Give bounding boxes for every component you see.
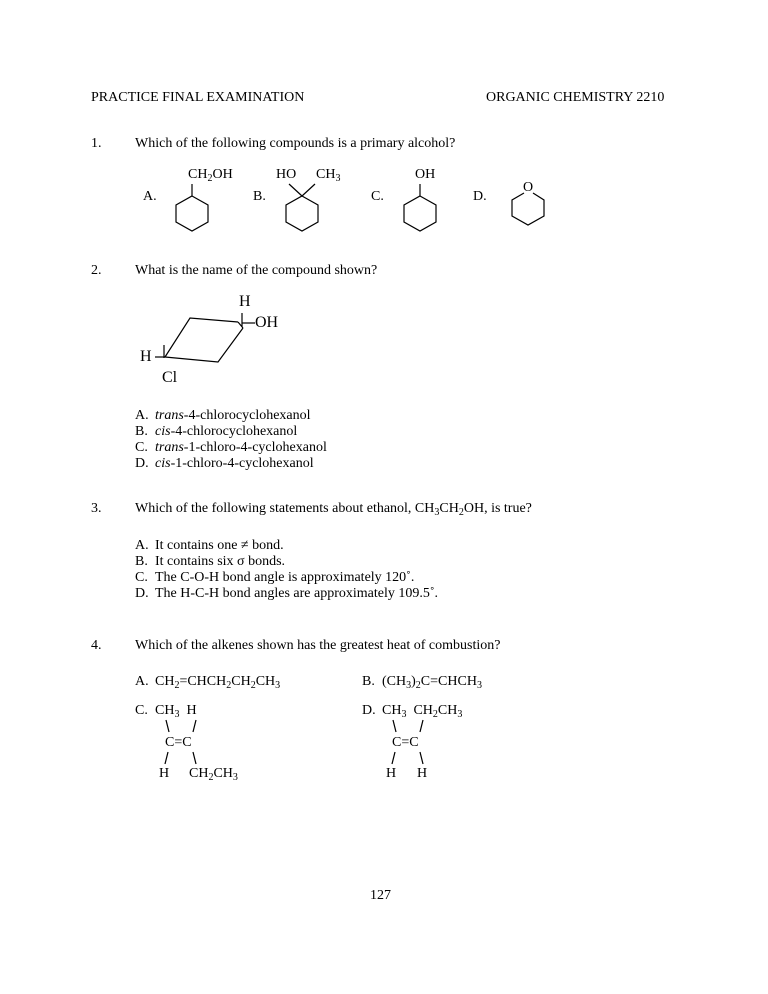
q1-structure-b [280, 182, 330, 232]
q2-answer-c: C. trans-1-chloro-4-cyclohexanol [135, 440, 327, 455]
q2-oh: OH [255, 314, 279, 331]
q4-option-c-bonds [160, 718, 210, 768]
q1-option-c-letter: C. [371, 189, 384, 204]
q3-answer-a: A. It contains one ≠ bond. [135, 538, 284, 553]
q4-option-d-bottom-right: H [417, 766, 428, 781]
q1-option-b-label-ho: HO [276, 167, 297, 182]
q2-answer-d: D. cis-1-chloro-4-cyclohexanol [135, 456, 314, 471]
q2-top-h: H [239, 293, 251, 310]
q1-option-d-letter: D. [473, 189, 487, 204]
q4-number: 4. [91, 638, 102, 653]
q4-option-c-bottom-left: H [159, 766, 170, 781]
q2-left-h: H [140, 348, 152, 365]
q4-option-d-bottom-left: H [386, 766, 397, 781]
q2-text: What is the name of the compound shown? [135, 263, 378, 278]
q3-text: Which of the following statements about ethanol, $CH_3CH_2OH$, is true? [135, 501, 532, 518]
q2-chair-structure [150, 305, 260, 375]
q3-answer-c: C. The C-O-H bond angle is approximately 120˚. [135, 570, 415, 585]
q1-option-c-label: OH [415, 167, 436, 182]
q1-option-d-oxygen: O [523, 180, 534, 195]
q2-answer-b: B. cis-4-chlorocyclohexanol [135, 424, 298, 439]
q2-answer-a: A. trans-4-chlorocyclohexanol [135, 408, 311, 423]
q4-option-d-top: D. $CH_3$ $CH_2CH_3$ [362, 703, 463, 720]
q3-answer-b: B. It contains six σ bonds. [135, 554, 286, 569]
q1-number: 1. [91, 136, 102, 151]
q3-answer-d: D. The H-C-H bond angles are approximately 109.5˚. [135, 586, 439, 601]
q2-cl: Cl [162, 369, 178, 386]
q2-number: 2. [91, 263, 102, 278]
header-left: PRACTICE FINAL EXAMINATION [91, 90, 305, 105]
q1-option-b-letter: B. [253, 189, 266, 204]
q4-option-c-top: C. $CH_3$ H [135, 703, 197, 720]
header-right: ORGANIC CHEMISTRY 2210 [486, 90, 665, 105]
q4-option-c-bottom-right: $CH_2CH_3$ [189, 766, 238, 783]
q1-text: Which of the following compounds is a primary alcohol? [135, 136, 456, 151]
q4-option-c-double-bond: C=C [165, 735, 192, 750]
q4-option-d-double-bond: C=C [392, 735, 419, 750]
q3-number: 3. [91, 501, 102, 516]
q1-option-a-label: $CH_2OH$ [188, 167, 233, 184]
q4-option-d-bonds [387, 718, 437, 768]
q4-option-b: B. $(CH_3)_2C=CHCH_3$ [362, 674, 482, 691]
q1-structure-c [398, 182, 448, 232]
q1-option-b-label-ch3: $CH_3$ [316, 167, 341, 184]
q4-text: Which of the alkenes shown has the greatest heat of combustion? [135, 638, 501, 653]
q1-structure-a [170, 182, 220, 232]
page-number: 127 [370, 888, 391, 903]
q4-option-a: A. $CH_2=CHCH_2CH_2CH_3$ [135, 674, 281, 691]
q1-option-a-letter: A. [143, 189, 157, 204]
